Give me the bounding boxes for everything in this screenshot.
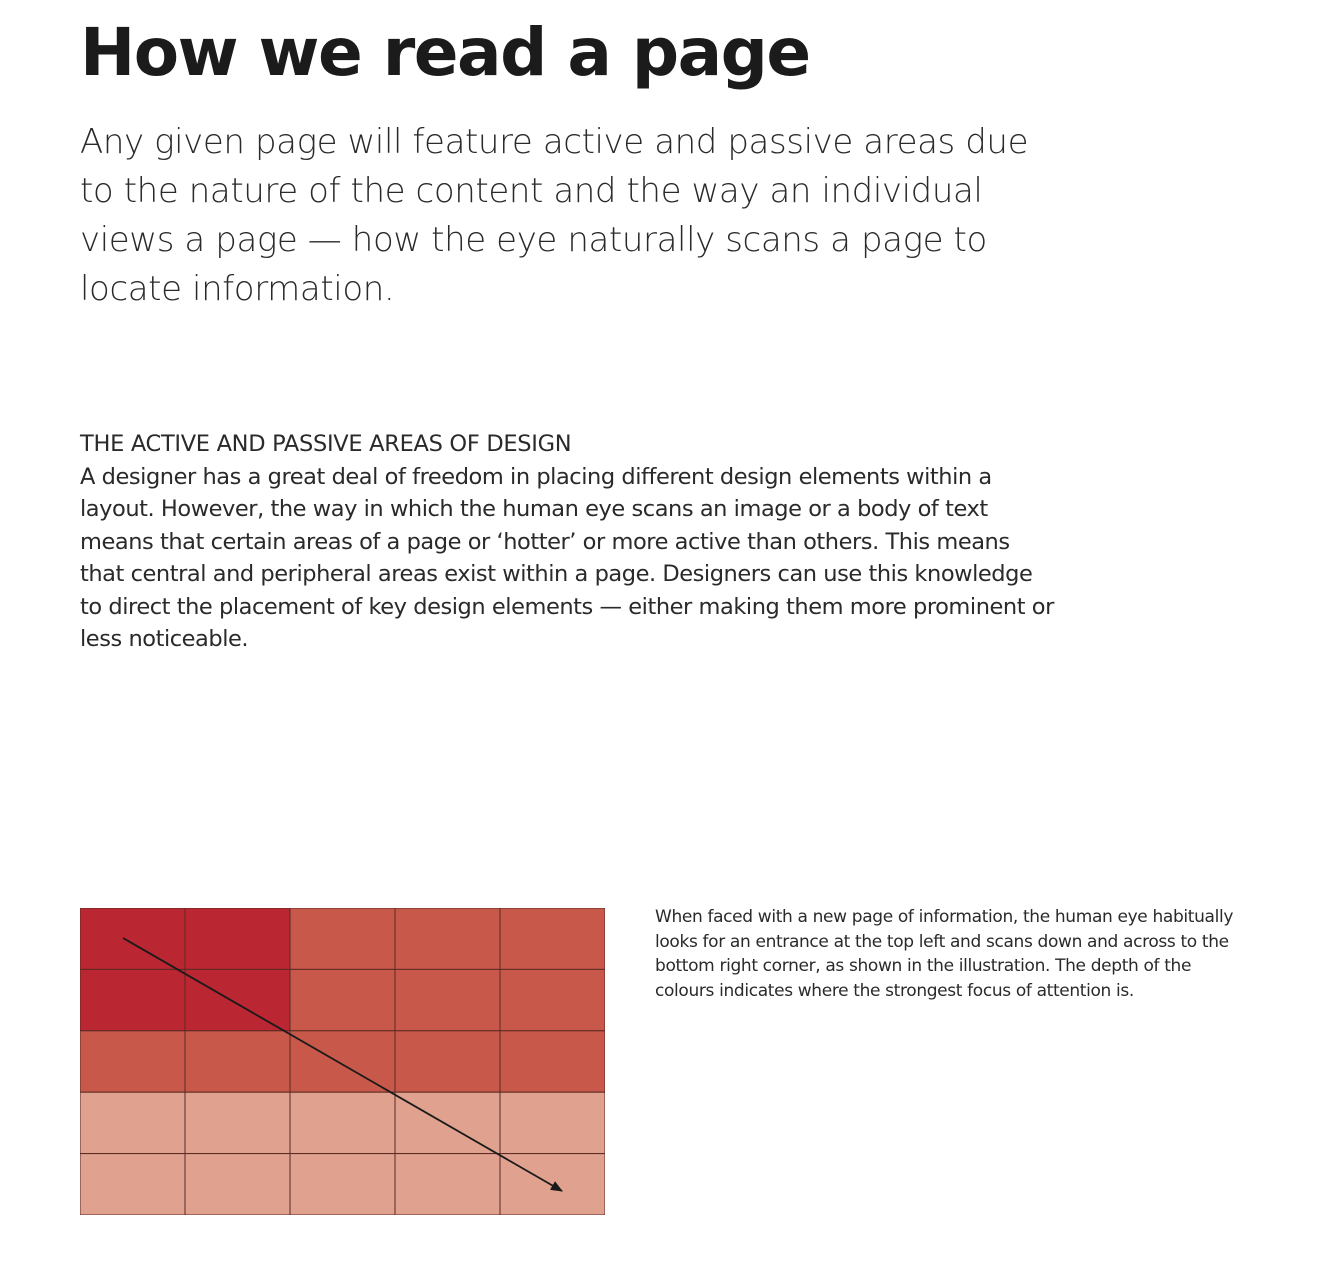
grid-cell-cool bbox=[80, 1154, 185, 1215]
grid-cell-warm bbox=[185, 1031, 290, 1092]
intro-paragraph: Any given page will feature active and passive areas due to the nature of the content and the way an individual views a page — how the eye naturally scans a page to locate information. bbox=[80, 122, 1029, 309]
grid-cell-cool bbox=[395, 1154, 500, 1215]
grid-cell-warm bbox=[290, 969, 395, 1030]
grid-cell-warm bbox=[395, 908, 500, 969]
grid-cell-cool bbox=[395, 1092, 500, 1153]
grid-cell-hot bbox=[185, 908, 290, 969]
grid-cell-warm bbox=[290, 908, 395, 969]
eye-scan-diagram bbox=[80, 908, 605, 1215]
grid-cell-hot bbox=[80, 969, 185, 1030]
grid-cell-warm bbox=[80, 1031, 185, 1092]
grid-cell-cool bbox=[185, 1092, 290, 1153]
grid-cell-cool bbox=[500, 1092, 605, 1153]
grid-cell-hot bbox=[80, 908, 185, 969]
grid-cell-hot bbox=[185, 969, 290, 1030]
grid-cell-cool bbox=[185, 1154, 290, 1215]
page-title: How we read a page bbox=[80, 14, 810, 91]
grid-cell-warm bbox=[290, 1031, 395, 1092]
section-heading: THE ACTIVE AND PASSIVE AREAS OF DESIGN bbox=[80, 431, 572, 457]
diagram-caption: When faced with a new page of information, the human eye habitually looks for an entrance at the top left and scans down and across to the bottom right corner, as shown in the illustration. The depth of the colours indicates where the strongest focus of attention is. bbox=[655, 907, 1234, 1001]
grid-cell-cool bbox=[500, 1154, 605, 1215]
grid-cell-cool bbox=[290, 1154, 395, 1215]
grid-cell-cool bbox=[80, 1092, 185, 1153]
grid-cell-warm bbox=[500, 908, 605, 969]
grid-cell-warm bbox=[500, 969, 605, 1030]
section-body: A designer has a great deal of freedom in placing different design elements within a layout. However, the way in which the human eye scans an image or a body of text means that certain areas of a page or ‘hotter’ or more active than others. This means that central and peripheral areas exist within a page. Designers can use this knowledge to direct the placement of key design elements — either making them more prominent or less noticeable. bbox=[80, 463, 1054, 652]
active-passive-section bbox=[80, 428, 1060, 656]
grid-cell-cool bbox=[290, 1092, 395, 1153]
grid-cell-warm bbox=[395, 1031, 500, 1092]
eye-scan-grid bbox=[80, 908, 605, 1215]
grid-cell-warm bbox=[395, 969, 500, 1030]
grid-cell-warm bbox=[500, 1031, 605, 1092]
